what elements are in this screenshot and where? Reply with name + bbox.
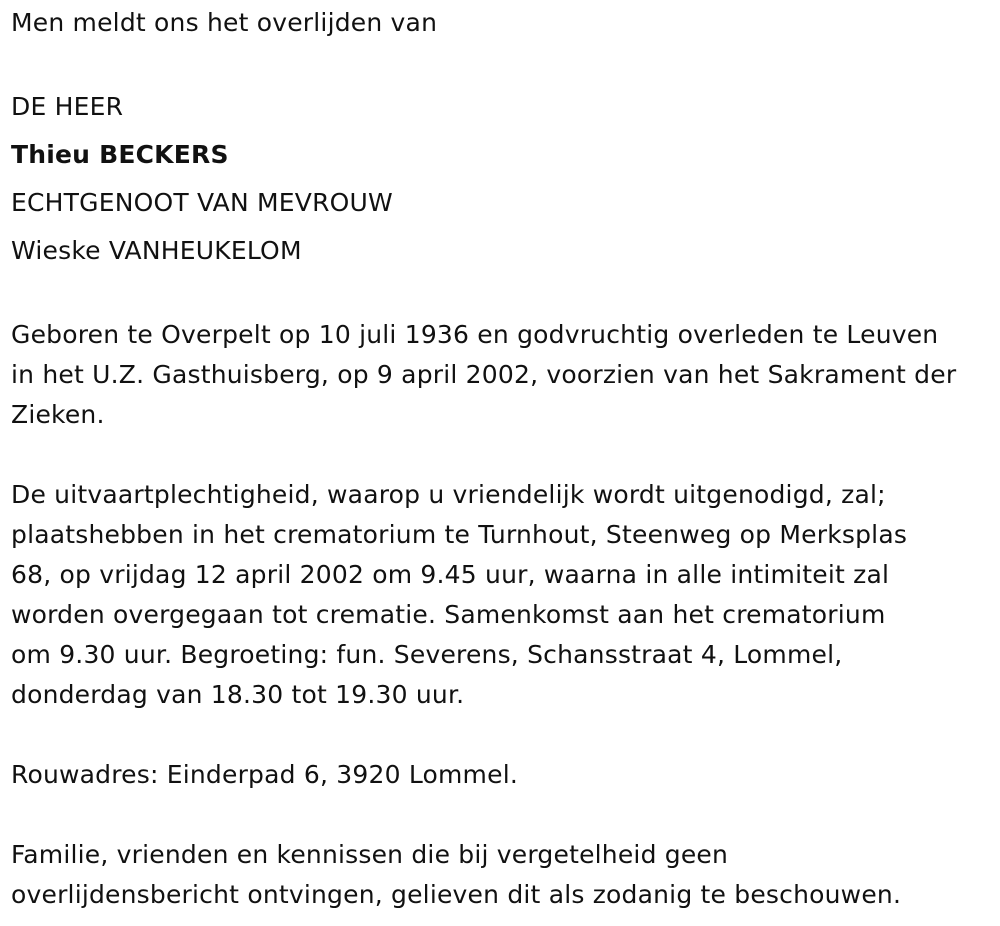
- paragraph-line: in het U.Z. Gasthuisberg, op 9 april 2002, voorzien van het Sakrament der: [11, 360, 957, 389]
- paragraph-line: plaatshebben in het crematorium te Turnhout, Steenweg op Merksplas: [11, 520, 908, 549]
- paragraph-line: 68, op vrijdag 12 april 2002 om 9.45 uur, waarna in alle intimiteit zal: [11, 560, 890, 589]
- paragraph-line: donderdag van 18.30 tot 19.30 uur.: [11, 680, 465, 709]
- spouse-name: Wieske VANHEUKELOM: [11, 236, 302, 265]
- paragraph-line: Familie, vrienden en kennissen die bij vergetelheid geen: [11, 840, 729, 869]
- spacer: [11, 275, 986, 315]
- paragraph-line: Zieken.: [11, 400, 105, 429]
- death-notice: [11, 0, 986, 915]
- spacer: [11, 43, 986, 83]
- mourning-address: Rouwadres: Einderpad 6, 3920 Lommel.: [11, 760, 518, 789]
- deceased-name: Thieu BECKERS: [11, 140, 229, 169]
- paragraph-line: om 9.30 uur. Begroeting: fun. Severens, Schansstraat 4, Lommel,: [11, 640, 843, 669]
- intro-text: Men meldt ons het overlijden van: [11, 8, 438, 37]
- paragraph-line: overlijdensbericht ontvingen, gelieven dit als zodanig te beschouwen.: [11, 880, 902, 909]
- birth-death-paragraph: [11, 315, 986, 435]
- paragraph-line: Geboren te Overpelt op 10 juli 1936 en godvruchtig overleden te Leuven: [11, 320, 939, 349]
- funeral-paragraph: [11, 475, 986, 715]
- spacer: [11, 715, 986, 755]
- closing-paragraph: [11, 835, 986, 915]
- honorific: DE HEER: [11, 92, 124, 121]
- spacer: [11, 435, 986, 475]
- paragraph-line: worden overgegaan tot crematie. Samenkomst aan het crematorium: [11, 600, 886, 629]
- spacer: [11, 795, 986, 835]
- relation-text: ECHTGENOOT VAN MEVROUW: [11, 188, 393, 217]
- paragraph-line: De uitvaartplechtigheid, waarop u vriendelijk wordt uitgenodigd, zal;: [11, 480, 886, 509]
